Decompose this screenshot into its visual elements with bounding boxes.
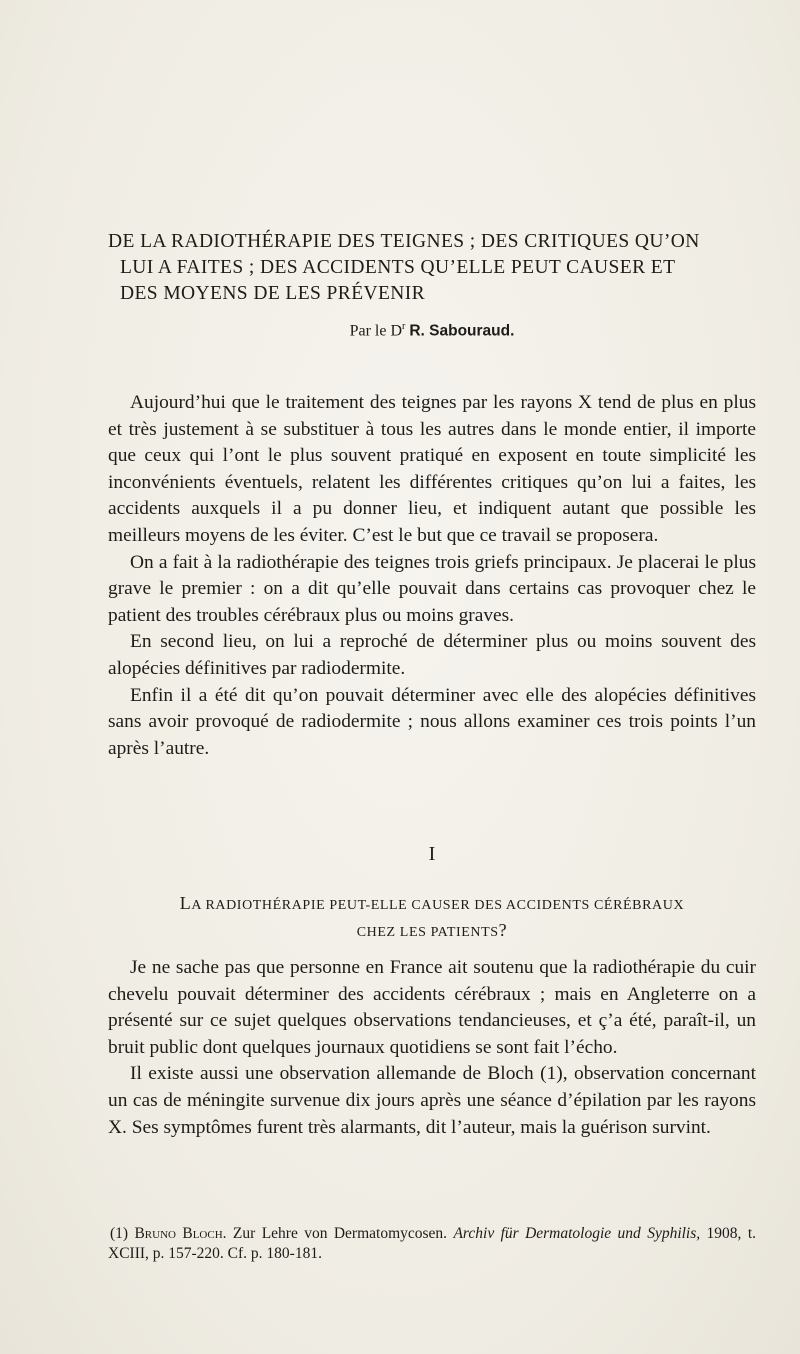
paragraph: En second lieu, on lui a reproché de déterminer plus ou moins souvent des alopécies définitives par radiodermite.: [108, 631, 756, 679]
section-title: [108, 891, 756, 945]
byline-prefix: Par le D: [349, 322, 402, 340]
footnote: [108, 1224, 756, 1264]
article-title: [108, 229, 756, 307]
title-line-1: DE LA RADIOTHÉRAPIE DES TEIGNES ; DES CRITIQUES QU’ON: [108, 231, 700, 252]
paragraph: Je ne sache pas que personne en France ait soutenu que la radiothérapie du cuir chevelu pouvait déterminer des accidents cérébraux ; mais en Angleterre on a présenté sur ce sujet quelques observations tendancieuses, et ç’a été, paraît-il, un bruit public dont quelques journaux quotidiens se sont fait l’écho.: [108, 957, 756, 1058]
section-title-line2: CHEZ LES PATIENTS: [356, 925, 499, 940]
section-title-qmark: ?: [498, 920, 508, 940]
paragraph: Enfin il a été dit qu’on pouvait déterminer avec elle des alopécies définitives sans avoir provoqué de radiodermite ; nous allons examiner ces trois points l’un après l’autre.: [108, 684, 756, 759]
paragraph: On a fait à la radiothérapie des teignes trois griefs principaux. Je placerai le plus grave le premier : on a dit qu’elle pouvait dans certains cas provoquer chez le patient des troubles cérébraux plus ou moins graves.: [108, 551, 756, 626]
byline-sup: r: [402, 321, 406, 332]
author-name: R. Sabouraud.: [409, 322, 515, 340]
paragraph: Aujourd’hui que le traitement des teignes par les rayons X tend de plus en plus et très justement à se substituer à tous les autres dans le monde entier, il importe que ceux qui l’ont le plus souvent pratiqué en exposent en toute simplicité les inconvénients éventuels, relatent les différentes critiques qu’on lui a faites, les accidents auxquels il a pu donner lieu, et indiquent autant que possible les meilleurs moyens de les éviter. C’est le but que ce travail se proposera.: [108, 392, 756, 546]
section-title-initial: L: [179, 893, 192, 913]
footnote-text: Zur Lehre von Dermatomycosen.: [232, 1225, 448, 1242]
title-line-3: DES MOYENS DE LES PRÉVENIR: [120, 283, 426, 304]
section-title-line1: A RADIOTHÉRAPIE PEUT-ELLE CAUSER DES ACCIDENTS CÉRÉBRAUX: [191, 898, 685, 913]
footnote-author: Bruno Bloch.: [134, 1225, 227, 1242]
footnote-journal: Archiv für Dermatologie und Syphilis,: [453, 1225, 701, 1242]
footnote-marker: (1): [110, 1225, 129, 1242]
intro-text: [108, 390, 756, 762]
section-text: [108, 955, 756, 1141]
section-number: I: [428, 843, 436, 865]
paragraph: Il existe aussi une observation allemande de Bloch (1), observation concernant un cas de méningite survenue dix jours après une séance d’épilation par les rayons X. Ses symptômes furent très alarmants, dit l’auteur, mais la guérison survint.: [108, 1063, 756, 1138]
byline: [108, 317, 756, 341]
footnote-details: 1908, t. XCIII, p. 157-220. Cf. p. 180-181.: [108, 1225, 756, 1262]
title-line-2: LUI A FAITES ; DES ACCIDENTS QU’ELLE PEUT CAUSER ET: [120, 257, 676, 278]
